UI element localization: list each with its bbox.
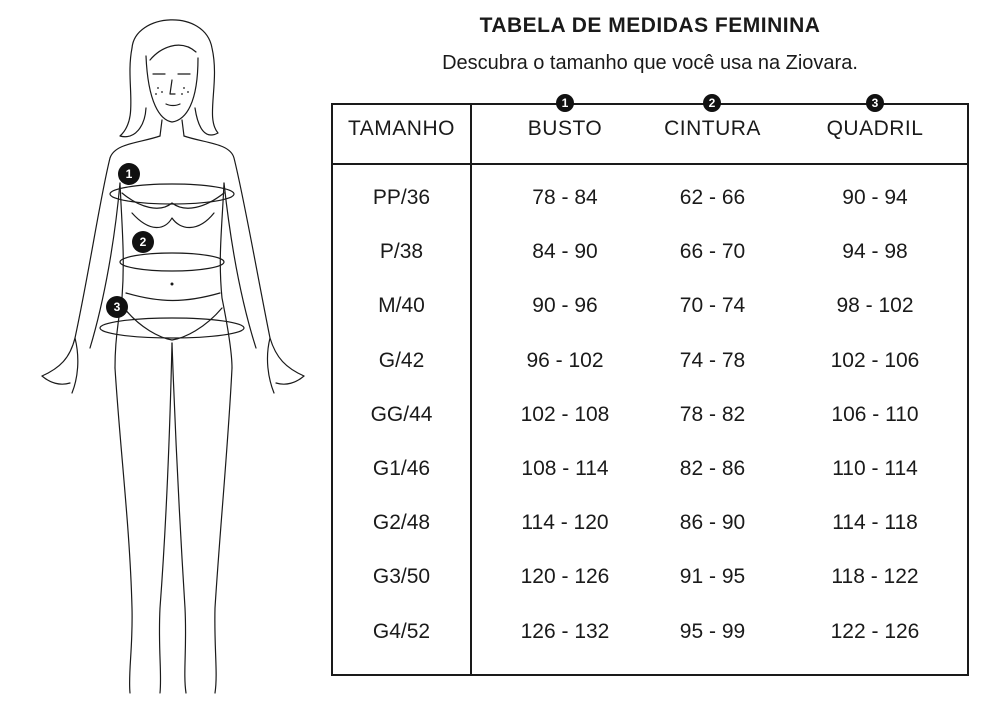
cell-busto: 96 - 102	[526, 348, 604, 372]
page-title: TABELA DE MEDIDAS FEMININA	[479, 14, 821, 37]
cell-size: GG/44	[370, 402, 433, 426]
cell-busto: 126 - 132	[520, 619, 610, 643]
body-illustration	[20, 8, 320, 698]
header-busto: BUSTO	[527, 117, 603, 140]
table-divider-horizontal	[331, 163, 969, 165]
table-row	[333, 606, 969, 660]
cell-cintura: 66 - 70	[679, 240, 746, 264]
table-row	[333, 280, 969, 334]
page-subtitle: Descubra o tamanho que você usa na Ziovara.	[442, 52, 858, 74]
cell-size: G/42	[378, 348, 425, 372]
waist-marker-badge: 2	[132, 231, 154, 253]
cell-quadril: 94 - 98	[842, 240, 908, 264]
cell-size: G1/46	[372, 456, 431, 480]
table-row	[333, 226, 969, 280]
cell-quadril: 106 - 110	[831, 402, 919, 426]
cell-cintura: 82 - 86	[679, 456, 746, 480]
cell-size: G2/48	[372, 511, 431, 535]
cell-size: M/40	[378, 294, 425, 318]
table-row	[333, 443, 969, 497]
bust-header-badge: 1	[556, 94, 574, 112]
cell-busto: 78 - 84	[532, 186, 598, 209]
cell-quadril: 118 - 122	[831, 565, 919, 589]
bust-marker-badge: 1	[118, 163, 140, 185]
header-tamanho: TAMANHO	[348, 117, 455, 140]
hip-marker-badge: 3	[106, 296, 128, 318]
table-body	[333, 172, 969, 660]
cell-busto: 102 - 108	[520, 402, 610, 426]
cell-cintura: 70 - 74	[679, 294, 746, 318]
cell-quadril: 122 - 126	[830, 619, 920, 643]
cell-busto: 84 - 90	[532, 240, 598, 264]
cell-size: G4/52	[372, 619, 431, 643]
cell-busto: 108 - 114	[521, 456, 609, 480]
hip-header-badge: 3	[866, 94, 884, 112]
cell-cintura: 86 - 90	[679, 511, 746, 535]
cell-size: P/38	[379, 240, 424, 264]
cell-quadril: 110 - 114	[832, 456, 918, 480]
header-quadril: QUADRIL	[826, 117, 924, 140]
cell-busto: 114 - 120	[521, 511, 609, 535]
cell-cintura: 62 - 66	[679, 186, 746, 209]
cell-size: G3/50	[372, 565, 431, 589]
cell-quadril: 102 - 106	[830, 348, 920, 372]
table-row	[333, 551, 969, 605]
cell-busto: 90 - 96	[532, 294, 598, 318]
cell-cintura: 74 - 78	[679, 348, 746, 372]
cell-cintura: 78 - 82	[679, 402, 746, 426]
cell-quadril: 98 - 102	[836, 294, 914, 318]
table-row	[333, 172, 969, 226]
cell-cintura: 91 - 95	[679, 565, 746, 589]
cell-cintura: 95 - 99	[679, 619, 746, 643]
cell-busto: 120 - 126	[520, 565, 610, 589]
header-cintura: CINTURA	[664, 117, 761, 140]
body-outline-icon	[20, 8, 320, 698]
table-row	[333, 497, 969, 551]
table-row	[333, 335, 969, 389]
table-row	[333, 389, 969, 443]
cell-quadril: 90 - 94	[842, 186, 908, 209]
waist-header-badge: 2	[703, 94, 721, 112]
cell-quadril: 114 - 118	[832, 511, 918, 535]
cell-size: PP/36	[372, 186, 431, 209]
